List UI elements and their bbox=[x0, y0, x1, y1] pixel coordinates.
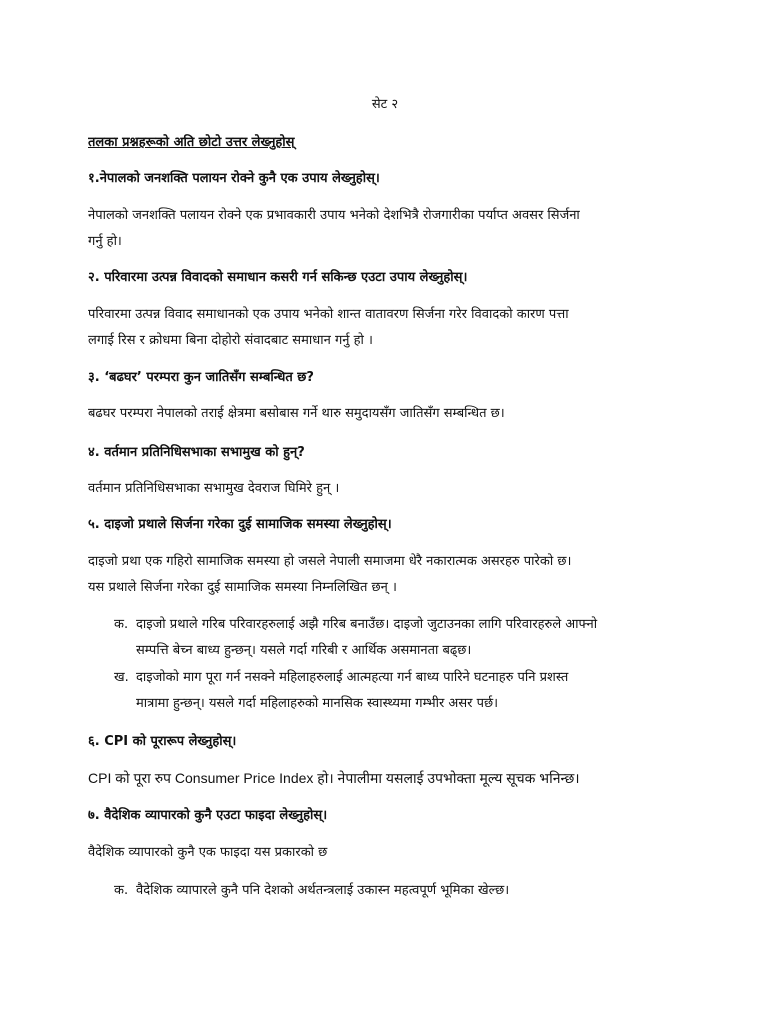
answer-2-line-2: लगाई रिस र क्रोधमा बिना दोहोरो संवादबाट समाधान गर्नु हो । bbox=[88, 333, 373, 348]
question-4: ४. वर्तमान प्रतिनिधिसभाका सभामुख को हुन्? bbox=[88, 445, 305, 460]
answer-1-line-1: नेपालको जनशक्ति पलायन रोक्ने एक प्रभावकारी उपाय भनेको देशभित्रै रोजगारीका पर्याप्त अवसर सिर्जना bbox=[88, 208, 580, 223]
page-title: सेट २ bbox=[371, 97, 399, 112]
answer-5-item-2-label: ख. bbox=[114, 670, 129, 685]
question-2: २. परिवारमा उत्पन्न विवादको समाधान कसरी गर्न सकिन्छ एउटा उपाय लेख्नुहोस्। bbox=[88, 270, 468, 285]
answer-5-line-2: यस प्रथाले सिर्जना गरेका दुई सामाजिक समस्या निम्नलिखित छन् । bbox=[88, 580, 397, 595]
answer-6-line-1: CPI को पूरा रुप Consumer Price Index हो। नेपालीमा यसलाई उपभोक्ता मूल्य सूचक भनिन्छ। bbox=[88, 770, 580, 786]
answer-1-line-2: गर्नु हो। bbox=[88, 234, 122, 249]
answer-5-item-1-label: क. bbox=[114, 617, 129, 632]
answer-5-item-1-line-2: सम्पत्ति बेच्न बाध्य हुन्छन्। यसले गर्दा गरिबी र आर्थिक असमानता बढ्छ। bbox=[136, 643, 472, 658]
answer-4-line-1: वर्तमान प्रतिनिधिसभाका सभामुख देवराज घिमिरे हुन् । bbox=[88, 481, 340, 496]
answer-5-line-1: दाइजो प्रथा एक गहिरो सामाजिक समस्या हो जसले नेपाली समाजमा धेरै नकारात्मक असरहरु पारेको छ। bbox=[88, 554, 572, 569]
answer-5-item-2-line-2: मात्रामा हुन्छन्। यसले गर्दा महिलाहरुको मानसिक स्वास्थ्यमा गम्भीर असर पर्छ। bbox=[136, 696, 499, 711]
question-5: ५. दाइजो प्रथाले सिर्जना गरेका दुई सामाजिक समस्या लेख्नुहोस्। bbox=[88, 517, 392, 532]
answer-3-line-1: बढघर परम्परा नेपालको तराई क्षेत्रमा बसोबास गर्ने थारु समुदायसँग जातिसँग सम्बन्धित छ। bbox=[88, 406, 505, 421]
question-7: ७. वैदेशिक व्यापारको कुनै एउटा फाइदा लेख्नुहोस्। bbox=[88, 808, 328, 823]
question-6: ६. CPI को पूरारूप लेख्नुहोस्। bbox=[88, 734, 237, 749]
answer-5-item-1-line-1: दाइजो प्रथाले गरिब परिवारहरुलाई अझै गरिब बनाउँछ। दाइजो जुटाउनका लागि परिवारहरुले आफ्नो bbox=[136, 617, 598, 632]
question-3: ३. ‘बढघर’ परम्परा कुन जातिसँग सम्बन्धित छ? bbox=[88, 370, 314, 385]
question-1: १.नेपालको जनशक्ति पलायन रोक्ने कुनै एक उपाय लेख्नुहोस्। bbox=[88, 171, 380, 186]
answer-7-item-1-line-1: वैदेशिक व्यापारले कुनै पनि देशको अर्थतन्त्रलाई उकास्न महत्वपूर्ण भूमिका खेल्छ। bbox=[136, 883, 510, 898]
answer-5-item-2-line-1: दाइजोको माग पूरा गर्न नसक्ने महिलाहरुलाई आत्महत्या गर्न बाध्य पारिने घटनाहरु पनि प्रशस्त bbox=[136, 670, 569, 685]
answer-7-item-1-label: क. bbox=[114, 883, 129, 898]
answer-2-line-1: परिवारमा उत्पन्न विवाद समाधानको एक उपाय भनेको शान्त वातावरण सिर्जना गरेर विवादको कारण पत्ता bbox=[88, 307, 569, 322]
instruction-heading: तलका प्रश्नहरूको अति छोटो उत्तर लेख्नुहोस् bbox=[88, 135, 295, 150]
answer-7-line-1: वैदेशिक व्यापारको कुनै एक फाइदा यस प्रकारको छ bbox=[88, 845, 328, 860]
